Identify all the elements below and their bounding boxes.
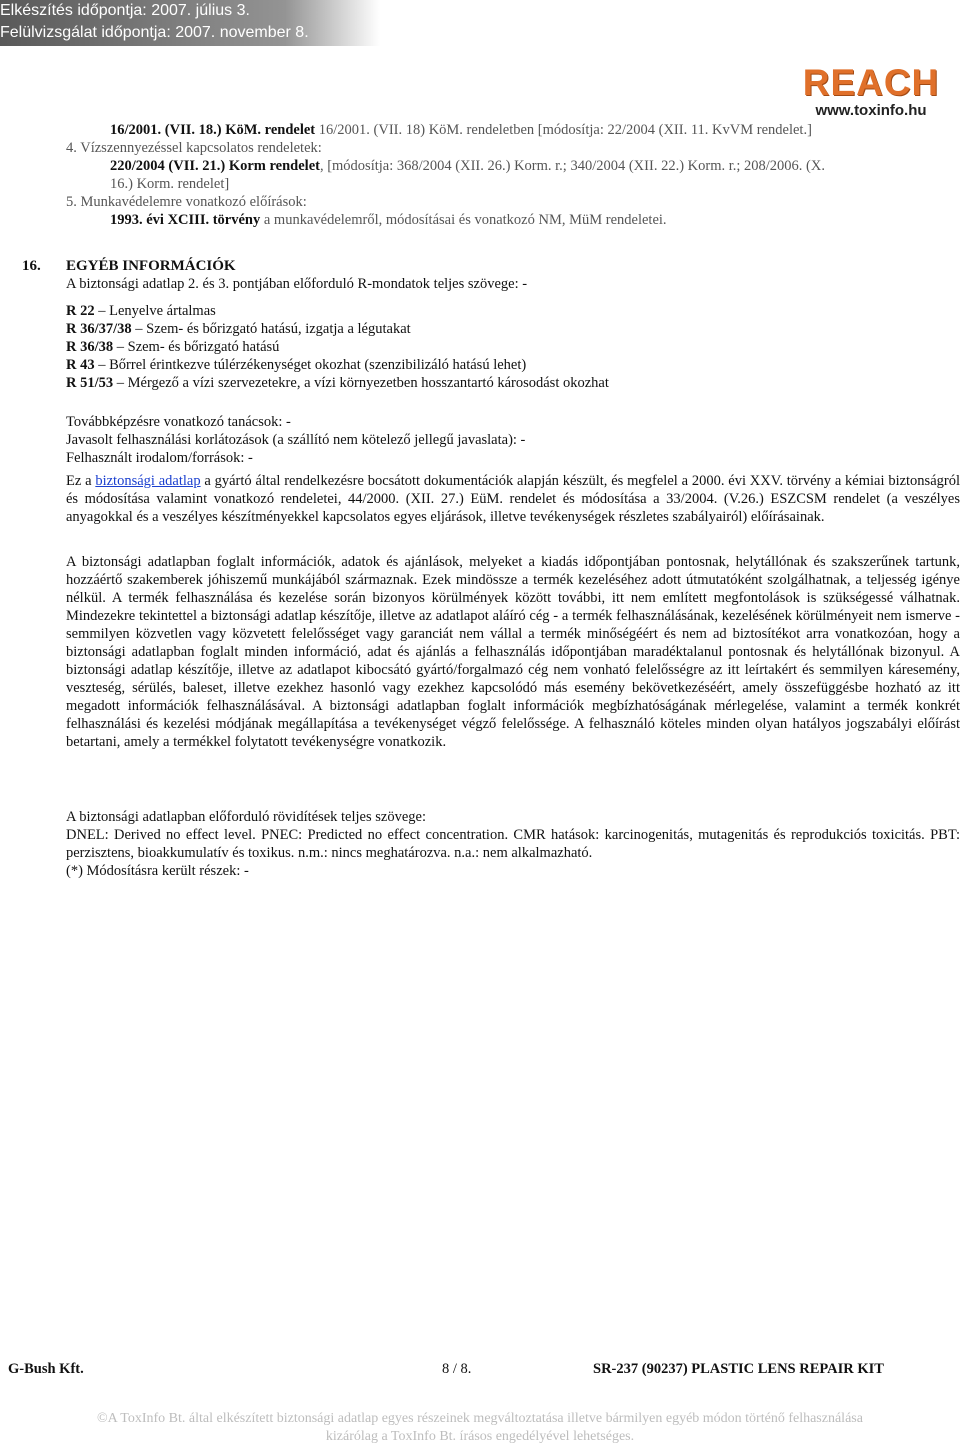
r-phrase-item: R 36/37/38 – Szem- és bőrizgató hatású, izgatja a légutakat: [66, 321, 411, 337]
regulation-name: 1993. évi XCIII. törvény: [110, 212, 261, 228]
r-phrase-item: R 51/53 – Mérgező a vízi szervezetekre, a vízi környezetben hosszantartó károsodást okozhat: [66, 375, 609, 391]
section-number: 16.: [22, 258, 41, 274]
regulation-line-4: [110, 211, 667, 229]
created-date: Elkészítés időpontja: 2007. július 3.: [0, 2, 250, 19]
r-phrase-text: Szem- és bőrizgató hatású, izgatja a légutakat: [146, 321, 411, 337]
r-phrase-text: Szem- és bőrizgató hatású: [127, 339, 280, 355]
revised-date: Felülvizsgálat időpontja: 2007. november 8.: [0, 24, 309, 41]
regulation-detail: , [módosítja: 368/2004 (XII. 26.) Korm. r.; 340/2004 (XII. 22.) Korm. r.; 208/2006. (X.: [319, 158, 825, 174]
abbreviations-text: DNEL: Derived no effect level. PNEC: Predicted no effect concentration. CMR hatások: karcinogenitás, mutagenitás és reprodukciós toxicitás. PBT: perzisztens, bioakkumulatív és toxikus. n.m.: nincs meghatározva. n.a.: nem alkalmazható.: [66, 827, 960, 861]
regulation-name: 220/2004 (VII. 21.) Korm rendelet: [110, 158, 320, 174]
abbreviations-title: A biztonsági adatlapban előforduló rövidítések teljes szövege:: [66, 809, 426, 825]
reach-toxinfo-logo: [786, 64, 956, 124]
section-title: EGYÉB INFORMÁCIÓK: [66, 258, 236, 274]
r-phrase-item: R 43 – Bőrrel érintkezve túlérzékenységet okozhat (szenzibilizáló hatású lehet): [66, 357, 527, 373]
disclaimer-paragraph: A biztonsági adatlapban foglalt információk, adatok és ajánlások, melyeket a kiadás időpontjában pontosnak, helytállónak és szakszerűnek tartunk, hozzáértő szakemberek jóhiszemű munkájából származnak. Ezek mindössze a termék kezeléséhez adott útmutatóként szolgálhatnak, a teljesség igénye nélkül. A termék felhasználása és kezelése során bizonyos körülmények között további, itt nem említett megfontolások is szükségessé válhatnak. Mindezekre tekintettel a biztonsági adatlap készítője, illetve az adatlapot aláíró cég - a termék felhasználásának, kezelésének körülményeit nem ismerve - semmilyen közvetlen vagy közvetett felelősséget vagy garanciát nem vállal a termék minőségéért és nem ad biztosítékot arra vonatkozóan, hogy a biztonsági adatlapban foglalt minden információ, adat és ajánlás a felhasználás időpontjában maradéktalanul pontosnak és helytállónak bizonyul. A biztonsági adatlap készítője, illetve az adatlapot kibocsátó gyártó/forgalmazó cég nem vonható felelősségre az itt leírtakért és semmilyen káresemény, veszteség, sérülés, baleset, illetve ezekhez hasonló vagy ezekhez kapcsolódó más esemény bekövetkezéséért, amely összefüggésbe hozható az itt megadott információk felhasználásával. A biztonsági adatlapban foglalt információk megbízhatóságának mérlegelése, valamint a termék konkrét felhasználási és kezelési módjának megállapítása a tevékenységet végző felelőssége. A felhasználó köteles minden olyan hatályos jogszabályi előírást betartani, amely a termékkel folytatott tevékenységre vonatkozik.: [66, 554, 960, 750]
regulation-line-2: [110, 157, 825, 175]
r-phrase-item: R 36/38 – Szem- és bőrizgató hatású: [66, 339, 280, 355]
r-phrase-code: R 43: [66, 357, 95, 373]
regulation-line-3: 16.) Korm. rendelet]: [110, 176, 230, 192]
paragraph-text: a gyártó által rendelkezésre bocsátott dokumentációk alapján készült, és megfelel a 2000. évi XXV. törvény a kémiai biztonságról és módosítása valamint vonatkozó rendeletei, 44/2000. (XII. 27.) EüM. rendelet és módosítása a 33/2004. (V.26.) ESZCSM rendelet (a veszélyes anyagokkal és a veszélyes készítményekkel kapcsolatos egyes eljárások, illetve tevékenységek részletes szabályairól) előírásainak.: [66, 473, 960, 525]
training-advice: Továbbképzésre vonatkozó tanácsok: -: [66, 414, 291, 430]
footer-page-number: 8 / 8.: [442, 1361, 472, 1377]
literature-sources: Felhasznált irodalom/források: -: [66, 450, 253, 466]
footer-product-name: SR-237 (90237) PLASTIC LENS REPAIR KIT: [593, 1361, 884, 1377]
safety-datasheet-link[interactable]: biztonsági adatlap: [95, 473, 201, 489]
r-phrase-code: R 36/37/38: [66, 321, 132, 337]
r-phrases-intro: A biztonsági adatlap 2. és 3. pontjában előforduló R-mondatok teljes szövege: -: [66, 276, 528, 292]
use-restrictions: Javasolt felhasználási korlátozások (a szállító nem kötelező jellegű javaslata): -: [66, 432, 526, 448]
regulation-detail: 16/2001. (VII. 18) KöM. rendeletben [módosítja: 22/2004 (XII. 11. KvVM rendelet.]: [315, 122, 812, 138]
r-phrase-code: R 22: [66, 303, 95, 319]
regulation-name: 16/2001. (VII. 18.) KöM. rendelet: [110, 122, 316, 138]
r-phrase-text: Bőrrel érintkezve túlérzékenységet okozhat (szenzibilizáló hatású lehet): [109, 357, 527, 373]
compliance-paragraph: [66, 472, 960, 526]
regulation-line-1: [110, 121, 812, 139]
logo-url: www.toxinfo.hu: [815, 102, 927, 119]
paragraph-text: Ez a: [66, 473, 96, 489]
r-phrase-item: R 22 – Lenyelve ártalmas: [66, 303, 216, 319]
water-regulations-heading: 4. Vízszennyezéssel kapcsolatos rendeletek:: [66, 140, 322, 156]
regulation-detail: a munkavédelemről, módosításai és vonatkozó NM, MüM rendeletei.: [260, 212, 667, 228]
modified-sections: (*) Módosításra került részek: -: [66, 863, 249, 879]
workplace-safety-heading: 5. Munkavédelemre vonatkozó előírások:: [66, 194, 307, 210]
r-phrase-text: Mérgező a vízi szervezetekre, a vízi környezetben hosszantartó károsodást okozhat: [127, 375, 609, 391]
footer-company: G-Bush Kft.: [8, 1361, 84, 1377]
copyright-line-1: ©A ToxInfo Bt. által elkészített biztonsági adatlap egyes részeinek megváltoztatása illetve bármilyen egyéb módon történő felhasználása: [97, 1411, 863, 1426]
copyright-line-2: kizárólag a ToxInfo Bt. írásos engedélyével lehetséges.: [325, 1429, 635, 1444]
r-phrase-text: Lenyelve ártalmas: [109, 303, 216, 319]
document-header-banner: [0, 0, 380, 46]
logo-wordmark: REACH: [802, 62, 940, 103]
r-phrase-code: R 51/53: [66, 375, 114, 391]
r-phrase-code: R 36/38: [66, 339, 114, 355]
